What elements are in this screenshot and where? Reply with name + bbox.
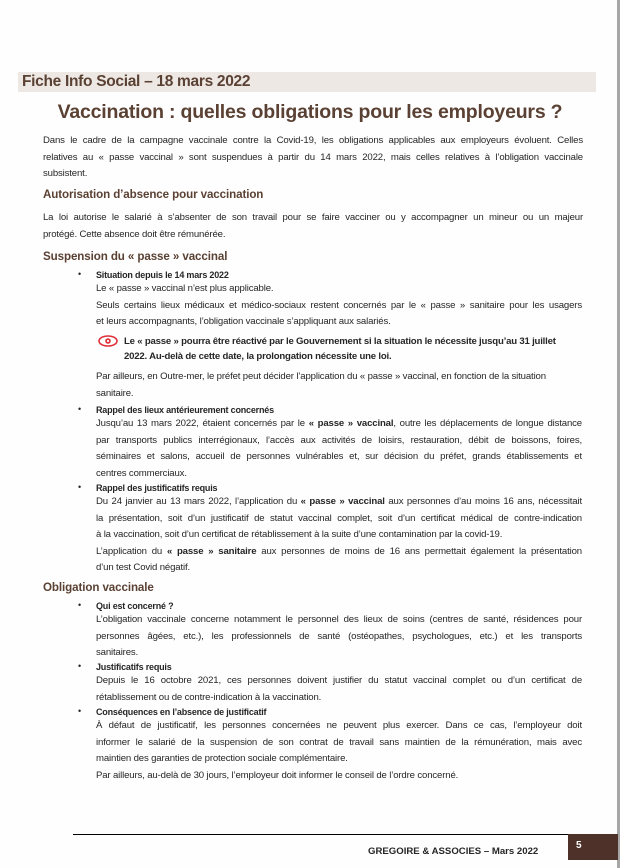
page-title: Vaccination : quelles obligations pour les employeurs ? <box>57 101 563 123</box>
text-line: Par ailleurs, au-delà de 30 jours, l’employeur doit informer le conseil de l’ordre concerné. <box>96 769 459 781</box>
bold-span: « passe » vaccinal <box>308 418 394 429</box>
text-line <box>96 494 582 511</box>
text-line: Dans le cadre de la campagne vaccinale contre la Covid-19, les obligations applicables aux employeurs évoluent. Celles <box>43 135 583 146</box>
bullet-dot: • <box>78 600 82 610</box>
header-band <box>18 72 596 92</box>
section-heading: Obligation vaccinale <box>43 581 154 594</box>
bold-span: « passe » vaccinal <box>300 496 385 507</box>
text-span: Du 24 janvier au 13 mars 2022, l’application du <box>96 496 301 507</box>
text-line: personnes âgées, etc.), les professionnels de santé (ostéopathes, psychologues, etc.) et les transports <box>96 630 582 642</box>
text-line: La loi autorise le salarié à s’absenter de son travail pour se faire vacciner ou y accompagner un mineur ou un majeur <box>43 212 583 223</box>
bold-span: « passe » sanitaire <box>166 545 257 557</box>
list-item-body <box>96 281 582 331</box>
text-line: la présentation, soit d’un justificatif de statut vaccinal complet, soit d’un certificat médical de contre-indication <box>96 512 582 524</box>
intro-paragraph <box>43 133 583 183</box>
section-paragraph <box>43 210 583 243</box>
bullet-dot: • <box>78 404 82 414</box>
text-line: centres commerciaux. <box>96 467 187 479</box>
list-item-body <box>96 673 582 706</box>
text-line: L’obligation vaccinale concerne notamment le personnel des lieux de soins (centres de santé, résidences pour <box>96 614 582 625</box>
text-line: Seuls certains lieux médicaux et médico-sociaux restent concernés par le « passe » sanitaire pour les usagers <box>96 299 582 311</box>
footer-rule <box>73 834 569 835</box>
text-line: À défaut de justificatif, les personnes concernées ne peuvent plus exercer. Dans ce cas, l’employeur doit <box>96 720 582 731</box>
text-line <box>96 544 582 561</box>
bullet-dot: • <box>78 661 82 671</box>
text-line: protégé. Cette absence doit être rémunérée. <box>43 228 226 240</box>
text-line: sanitaires. <box>96 647 139 658</box>
section-heading: Autorisation d’absence pour vaccination <box>43 188 264 201</box>
text-line: Le « passe » vaccinal n’est plus applicable. <box>96 283 274 294</box>
text-line: maintien des garanties de protection sociale complémentaire. <box>96 753 348 764</box>
list-item-title: Qui est concerné ? <box>96 601 174 611</box>
text-line: subsistent. <box>43 168 88 179</box>
text-line: d’un test Covid négatif. <box>96 562 190 573</box>
text-line: Par ailleurs, en Outre-mer, le préfet peut décider l’application du « passe » vaccinal, en fonction de la situation <box>96 371 546 382</box>
highlight-note <box>124 334 582 364</box>
text-line: Le « passe » pourra être réactivé par le Gouvernement si la situation le nécessite jusqu’au 31 juillet <box>124 336 556 347</box>
bullet-dot: • <box>78 706 82 716</box>
text-line: 2022. Au-delà de cette date, la prolongation nécessite une loi. <box>124 351 392 362</box>
list-item-body <box>96 494 582 577</box>
list-item-title: Justificatifs requis <box>96 662 172 672</box>
list-item-body <box>96 369 582 402</box>
text-line: séminaires et salons, accueil de personnes vulnérables et, sur décision du préfet, grands établissements et <box>96 451 582 462</box>
list-item-body <box>96 612 582 662</box>
text-span: L’application du <box>96 545 167 557</box>
page-number-box <box>568 834 618 860</box>
text-line: Depuis le 16 octobre 2021, ces personnes doivent justifier du statut vaccinal complet ou d’un certificat de <box>96 675 582 686</box>
list-item-title: Rappel des lieux antérieurement concernés <box>96 405 274 415</box>
bullet-dot: • <box>78 482 82 492</box>
list-item-title: Rappel des justificatifs requis <box>96 483 218 493</box>
list-item-title: Situation depuis le 14 mars 2022 <box>96 270 229 280</box>
footer-text: GREGOIRE & ASSOCIES – Mars 2022 <box>368 846 539 857</box>
text-span: aux personnes de moins de 16 ans permettait également la présentation <box>256 545 582 557</box>
eye-icon <box>98 335 118 347</box>
list-item-title: Conséquences en l’absence de justificatif <box>96 707 267 717</box>
list-item-body <box>96 416 582 482</box>
text-span: , outre les déplacements de longue distance <box>393 418 582 429</box>
page-number: 5 <box>576 840 582 851</box>
text-line <box>96 416 582 433</box>
header-band-title: Fiche Info Social – 18 mars 2022 <box>22 73 251 90</box>
section-heading: Suspension du « passe » vaccinal <box>43 250 228 263</box>
list-item-body <box>96 718 582 784</box>
text-line: rétablissement ou de contre-indication à la vaccination. <box>96 691 322 703</box>
text-line: à la vaccination, soit d’un certificat de rétablissement à la suite d’une contamination par la covid-19. <box>96 529 503 540</box>
bullet-dot: • <box>78 269 82 279</box>
text-span: Jusqu’au 13 mars 2022, étaient concernés par le <box>96 418 309 429</box>
text-line: relatives au « passe vaccinal » sont suspendues à partir du 14 mars 2022, mais celles relatives à l’obligation vaccinale <box>43 151 583 163</box>
text-line: par transports publics interrégionaux, l’accès aux activités de loisirs, restauration, débit de boissons, foires, <box>96 434 582 446</box>
text-line: informer le salarié de la suspension de son contrat de travail sans maintien de la rémunération, mais avec <box>96 736 582 748</box>
text-line: et leurs accompagnants, l’obligation vaccinale s’appliquant aux salariés. <box>96 316 391 327</box>
text-line: sanitaire. <box>96 387 134 399</box>
text-span: aux personnes d’au moins 16 ans, nécessitait <box>384 496 582 507</box>
